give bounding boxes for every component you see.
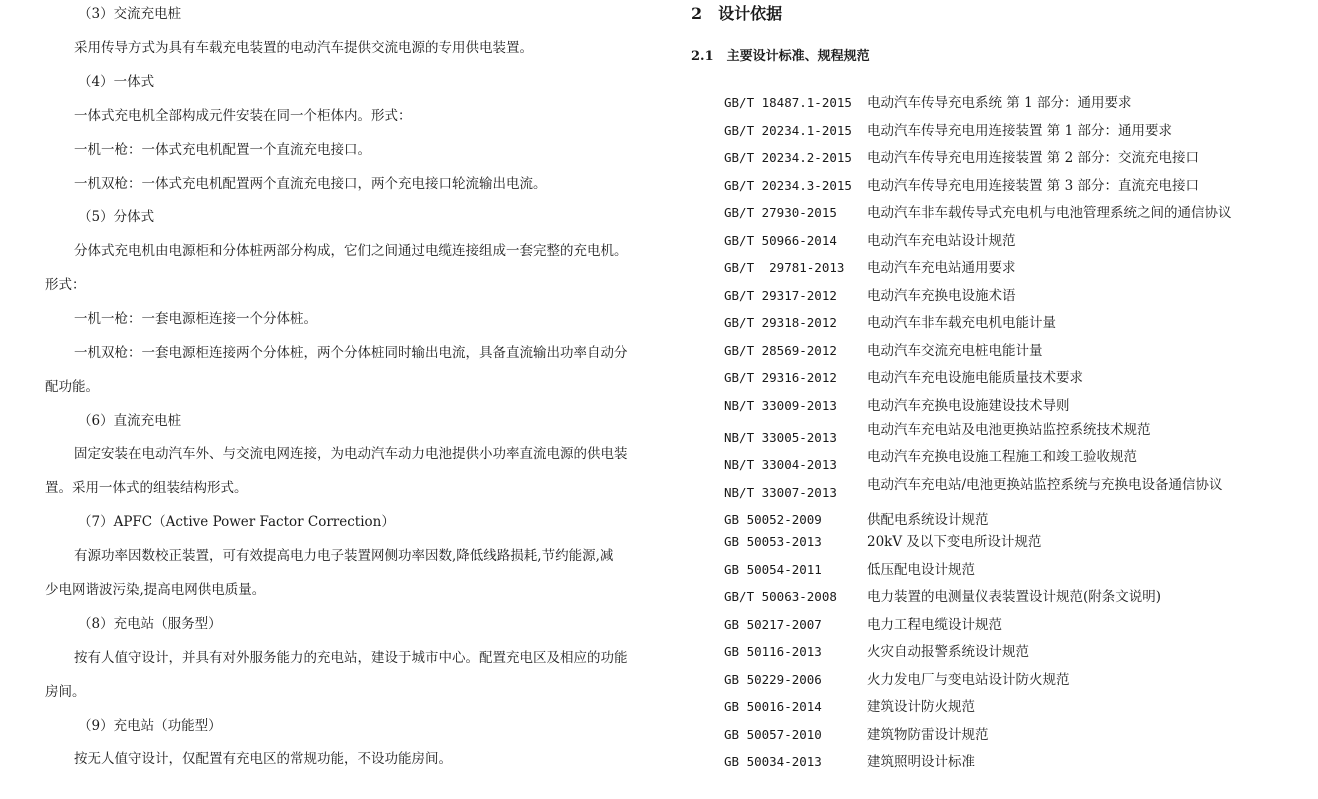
standard-name: 建筑物防雷设计规范 xyxy=(867,727,989,743)
standard-code: NB/T 33007-2013 xyxy=(724,485,837,500)
standard-name: 电动汽车充电站通用要求 xyxy=(867,260,1016,276)
standard-name: 电力工程电缆设计规范 xyxy=(867,617,1002,633)
item-heading: （6）直流充电桩 xyxy=(78,413,182,429)
standard-name: 电动汽车充电站设计规范 xyxy=(867,233,1016,249)
standard-code: GB/T 27930-2015 xyxy=(724,205,837,220)
item-heading: （7）APFC（Active Power Factor Correction） xyxy=(78,514,395,530)
standard-name: 火灾自动报警系统设计规范 xyxy=(867,644,1029,660)
standard-name: 建筑照明设计标准 xyxy=(867,754,975,770)
standard-name: 电动汽车交流充电桩电能计量 xyxy=(867,343,1043,359)
paragraph-line: 少电网谐波污染,提高电网供电质量。 xyxy=(45,582,266,598)
paragraph-line: 采用传导方式为具有车载充电装置的电动汽车提供交流电源的专用供电装置。 xyxy=(74,40,533,56)
standard-code: GB/T 20234.2-2015 xyxy=(724,150,852,165)
standard-name: 电动汽车传导充电用连接装置 第 3 部分：直流充电接口 xyxy=(867,178,1199,194)
standard-name: 低压配电设计规范 xyxy=(867,562,975,578)
item-heading: （8）充电站（服务型） xyxy=(78,616,222,632)
paragraph-line: 形式： xyxy=(45,277,86,293)
paragraph-line: 一体式充电机全部构成元件安装在同一个柜体内。形式： xyxy=(74,108,412,124)
standard-name: 电动汽车充电站及电池更换站监控系统技术规范 xyxy=(867,422,1151,438)
section-title: 2 设计依据 xyxy=(691,4,783,23)
standard-code: GB/T 50966-2014 xyxy=(724,233,837,248)
standard-code: GB/T 29316-2012 xyxy=(724,370,837,385)
standard-code: GB/T 20234.3-2015 xyxy=(724,178,852,193)
item-heading: （5）分体式 xyxy=(78,209,155,225)
standard-code: NB/T 33005-2013 xyxy=(724,430,837,445)
standard-name: 电动汽车传导充电用连接装置 第 2 部分：交流充电接口 xyxy=(867,150,1199,166)
standard-code: GB 50034-2013 xyxy=(724,754,822,769)
paragraph-line: 有源功率因数校正装置，可有效提高电力电子装置网侧功率因数,降低线路损耗,节约能源,减 xyxy=(74,548,614,564)
standard-name: 电动汽车传导充电系统 第 1 部分：通用要求 xyxy=(867,95,1132,111)
standard-code: GB 50217-2007 xyxy=(724,617,822,632)
standard-name: 电动汽车充换电设施工程施工和竣工验收规范 xyxy=(867,449,1137,465)
standard-name: 电动汽车非车载传导式充电机与电池管理系统之间的通信协议 xyxy=(867,205,1232,221)
item-heading: （3）交流充电桩 xyxy=(78,6,182,22)
standard-name: 20kV 及以下变电所设计规范 xyxy=(867,534,1042,550)
standard-name: 电力装置的电测量仪表装置设计规范(附条文说明) xyxy=(867,589,1162,605)
paragraph-line: 置。采用一体式的组装结构形式。 xyxy=(45,480,248,496)
paragraph-line: 按有人值守设计，并具有对外服务能力的充电站，建设于城市中心。配置充电区及相应的功能 xyxy=(74,650,628,666)
paragraph-line: 一机一枪：一体式充电机配置一个直流充电接口。 xyxy=(74,142,371,158)
standard-code: GB 50053-2013 xyxy=(724,534,822,549)
standard-code: NB/T 33009-2013 xyxy=(724,398,837,413)
standard-name: 建筑设计防火规范 xyxy=(867,699,975,715)
subsection-title: 2.1 主要设计标准、规程规范 xyxy=(691,49,870,64)
standard-code: GB/T 50063-2008 xyxy=(724,589,837,604)
item-heading: （9）充电站（功能型） xyxy=(78,718,222,734)
paragraph-line: 一机双枪：一体式充电机配置两个直流充电接口，两个充电接口轮流输出电流。 xyxy=(74,176,547,192)
standard-code: GB 50016-2014 xyxy=(724,699,822,714)
standard-code: GB/T 28569-2012 xyxy=(724,343,837,358)
standard-code: GB 50057-2010 xyxy=(724,727,822,742)
standard-code: GB 50229-2006 xyxy=(724,672,822,687)
standard-code: GB/T 29317-2012 xyxy=(724,288,837,303)
paragraph-line: 一机双枪：一套电源柜连接两个分体桩，两个分体桩同时输出电流，具备直流输出功率自动分 xyxy=(74,345,628,361)
standard-name: 电动汽车充换电设施术语 xyxy=(867,288,1016,304)
item-heading: （4）一体式 xyxy=(78,74,155,90)
standard-code: GB/T 20234.1-2015 xyxy=(724,123,852,138)
standard-name: 电动汽车充电站/电池更换站监控系统与充换电设备通信协议 xyxy=(867,477,1223,493)
paragraph-line: 固定安装在电动汽车外、与交流电网连接，为电动汽车动力电池提供小功率直流电源的供电装 xyxy=(74,446,628,462)
standard-name: 电动汽车充换电设施建设技术导则 xyxy=(867,398,1070,414)
paragraph-line: 一机一枪：一套电源柜连接一个分体桩。 xyxy=(74,311,317,327)
standard-code: GB 50054-2011 xyxy=(724,562,822,577)
paragraph-line: 分体式充电机由电源柜和分体桩两部分构成，它们之间通过电缆连接组成一套完整的充电机。 xyxy=(74,243,628,259)
standard-name: 电动汽车充电设施电能质量技术要求 xyxy=(867,370,1083,386)
paragraph-line: 配功能。 xyxy=(45,379,99,395)
standard-name: 火力发电厂与变电站设计防火规范 xyxy=(867,672,1070,688)
standard-code: GB 50052-2009 xyxy=(724,512,822,527)
paragraph-line: 按无人值守设计，仅配置有充电区的常规功能，不设功能房间。 xyxy=(74,751,452,767)
standard-code: GB/T 18487.1-2015 xyxy=(724,95,852,110)
standard-name: 供配电系统设计规范 xyxy=(867,512,989,528)
standard-code: NB/T 33004-2013 xyxy=(724,457,837,472)
standard-code: GB/T 29781-2013 xyxy=(724,260,845,275)
standard-name: 电动汽车传导充电用连接装置 第 1 部分：通用要求 xyxy=(867,123,1172,139)
standard-name: 电动汽车非车载充电机电能计量 xyxy=(867,315,1056,331)
standard-code: GB/T 29318-2012 xyxy=(724,315,837,330)
standard-code: GB 50116-2013 xyxy=(724,644,822,659)
paragraph-line: 房间。 xyxy=(45,684,86,700)
